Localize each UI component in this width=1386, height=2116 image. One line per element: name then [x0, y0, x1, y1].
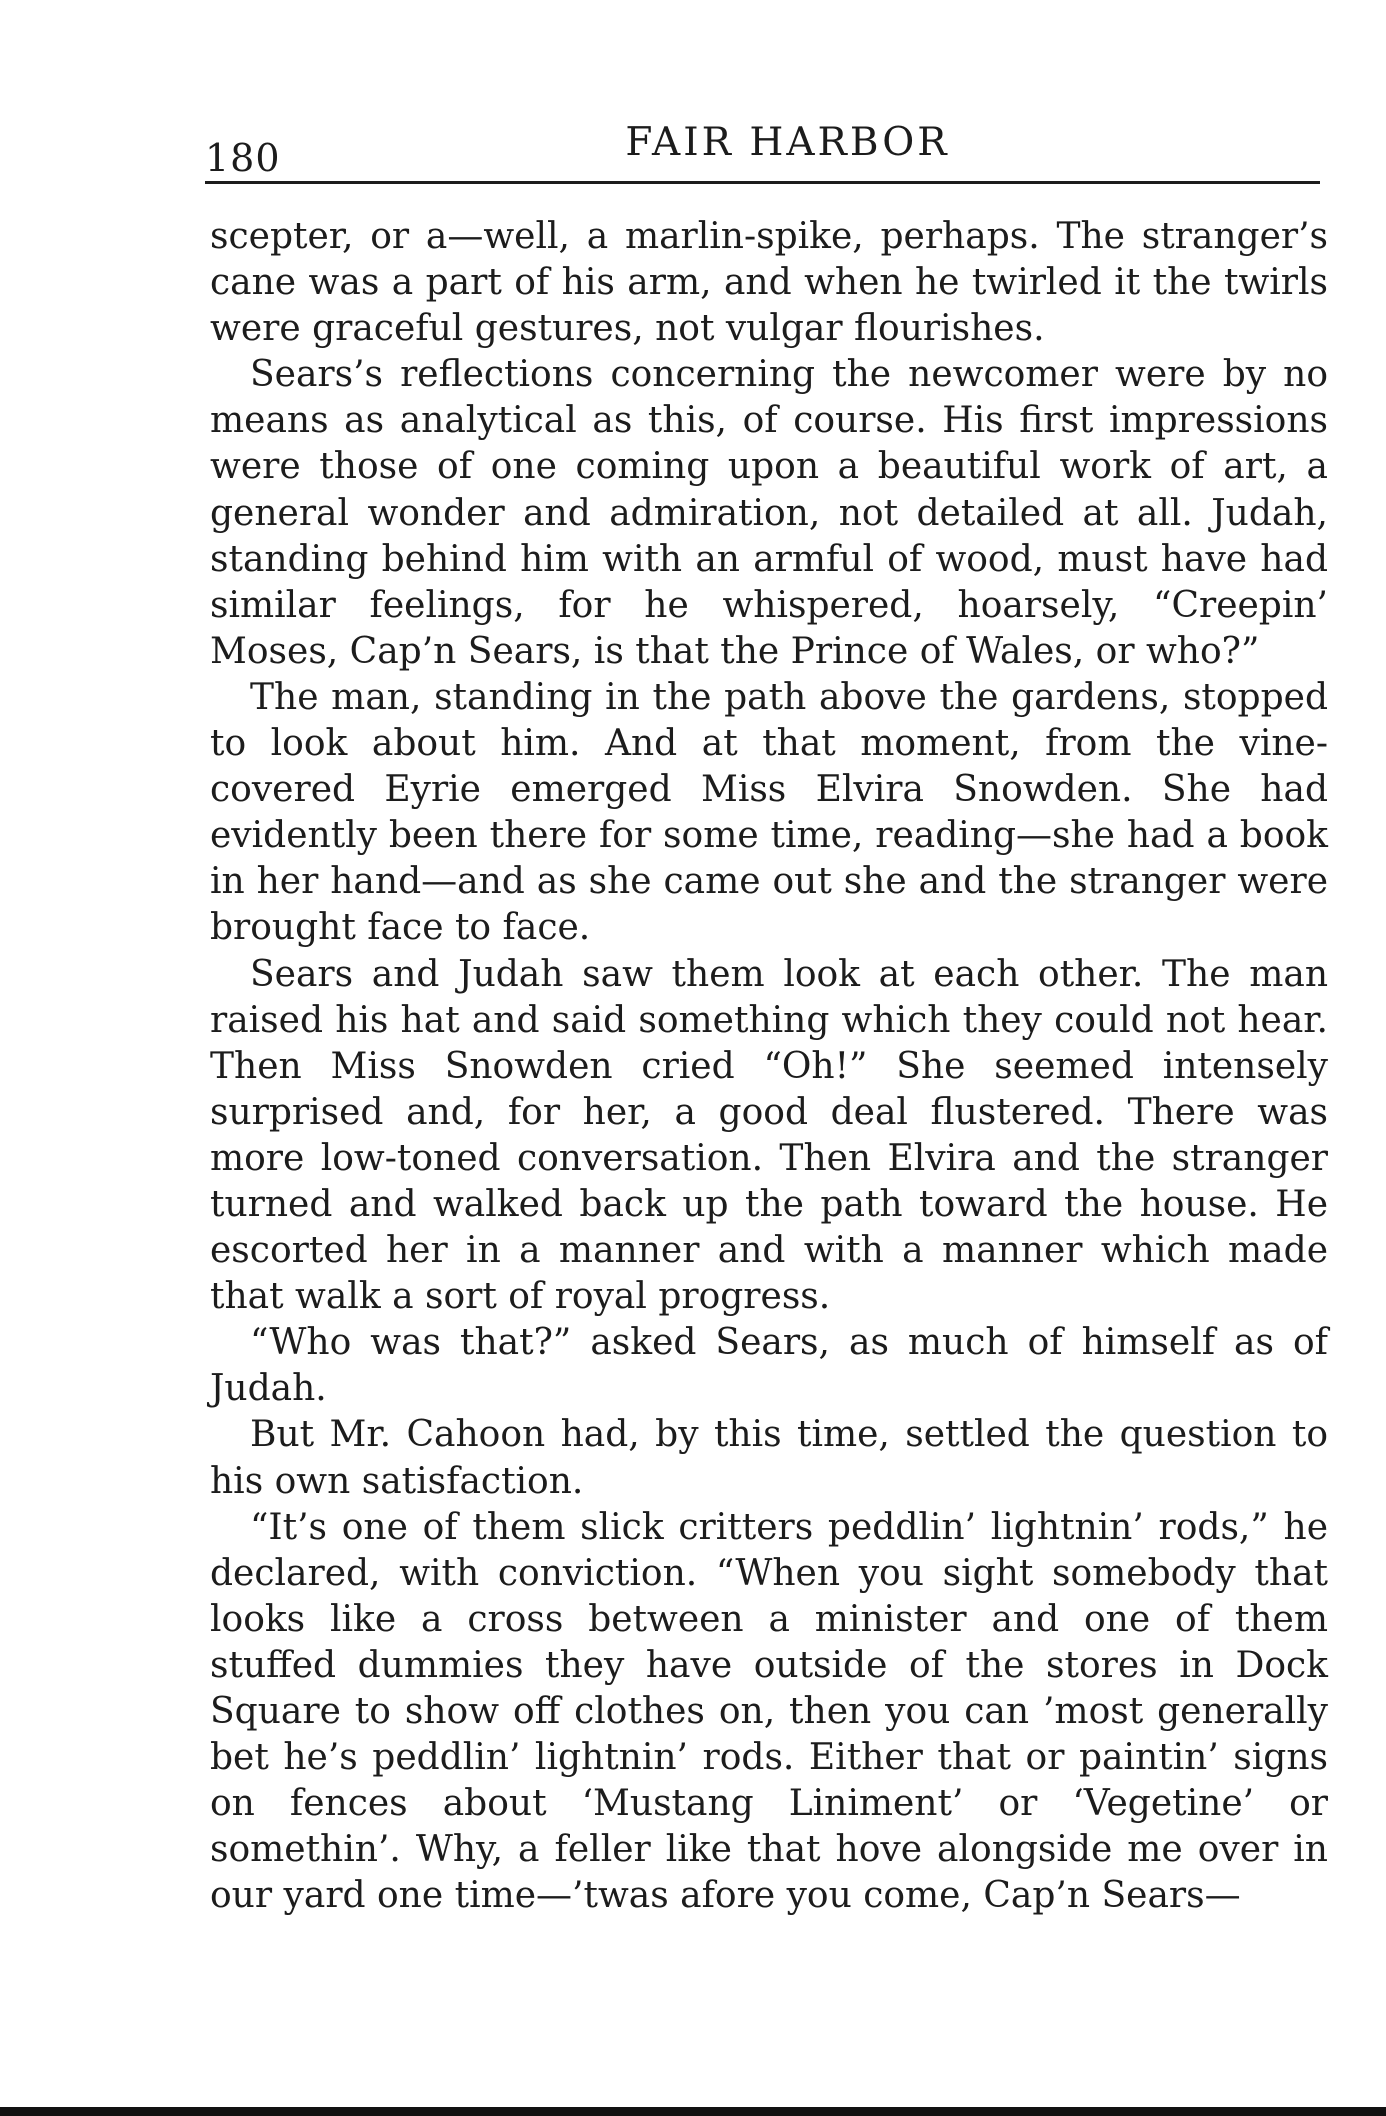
- paragraph-4: Sears and Judah saw them look at each other. The man raised his hat and said something which they could not hear. Then Miss Snowden cried “Oh!” She seemed intensely surprised and, for her, a good deal flustered. There was more low-toned conversation. Then Elvira and the stranger turned and walked back up the path toward the house. He escorted her in a manner and with a manner which made that walk a sort of royal progress.: [210, 953, 1328, 1318]
- paragraph-2: Sears’s reflections concerning the newcomer were by no means as analytical as this, of course. His first impressions were those of one coming upon a beautiful work of art, a general wonder and admiration, not detailed at all. Judah, standing behind him with an armful of wood, must have had similar feelings, for he whispered, hoarsely, “Creepin’ Moses, Cap’n Sears, is that the Prince of Wales, or who?”: [210, 354, 1328, 672]
- page-header: [205, 118, 1320, 178]
- paragraph-3: The man, standing in the path above the gardens, stopped to look about him. And at that moment, from the vine-covered Eyrie emerged Miss Elvira Snowden. She had evidently been there for some time, reading—she had a book in her hand—and as she came out she and the stranger were brought face to face.: [210, 676, 1328, 949]
- header-rule: [205, 181, 1320, 184]
- page-number: 180: [205, 136, 281, 180]
- running-head: FAIR HARBOR: [625, 120, 950, 165]
- body-text: [210, 214, 1328, 1919]
- paragraph-5: “Who was that?” asked Sears, as much of himself as of Judah.: [210, 1322, 1328, 1410]
- scan-bottom-edge: [0, 2107, 1386, 2116]
- paragraph-7: “It’s one of them slick critters peddlin’ lightnin’ rods,” he declared, with conviction. “When you sight somebody that looks like a cross between a minister and one of them stuffed dummies they have outside of the stores in Dock Square to show off clothes on, then you can ’most generally bet he’s peddlin’ lightnin’ rods. Either that or paintin’ signs on fences about ‘Mustang Liniment’ or ‘Vegetine’ or somethin’. Why, a feller like that hove alongside me over in our yard one time—’twas afore you come, Cap’n Sears—: [210, 1506, 1328, 1917]
- paragraph-6: But Mr. Cahoon had, by this time, settled the question to his own satisfaction.: [210, 1414, 1328, 1502]
- paragraph-1: scepter, or a—well, a marlin-spike, perhaps. The stranger’s cane was a part of his arm, and when he twirled it the twirls were graceful gestures, not vulgar flourishes.: [210, 216, 1328, 350]
